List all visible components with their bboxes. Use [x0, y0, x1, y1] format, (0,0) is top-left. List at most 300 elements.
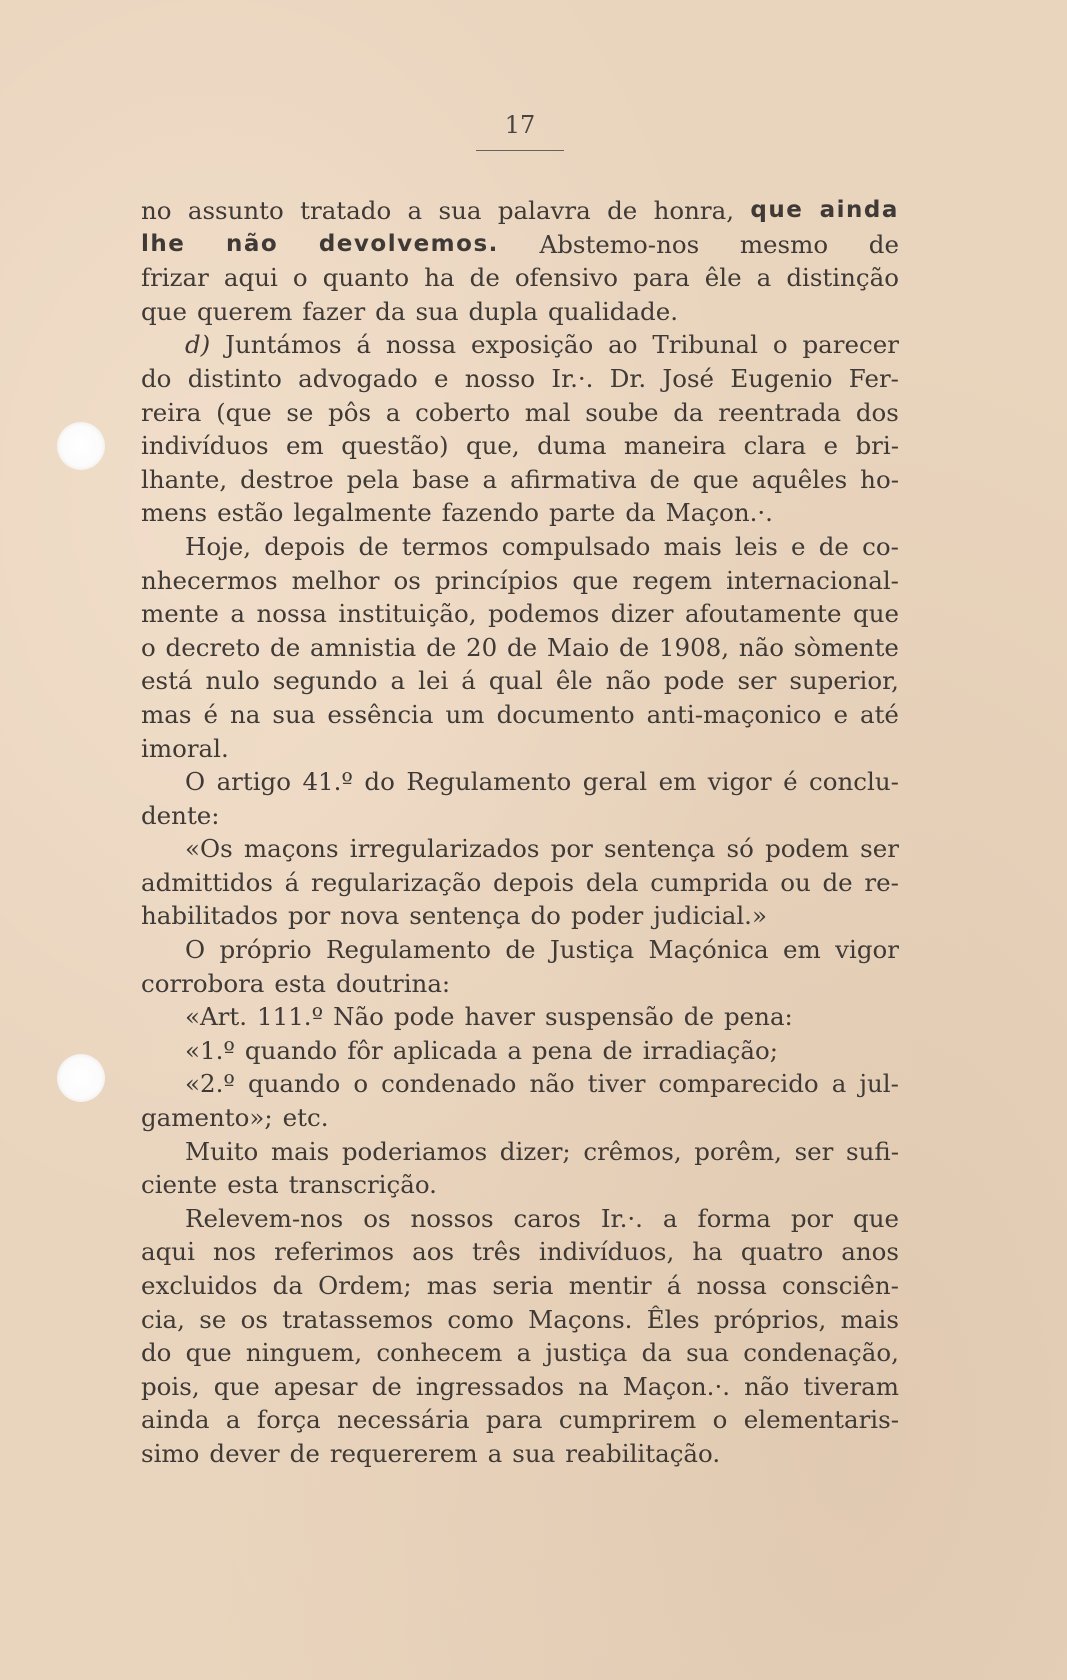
text-line: [141, 799, 899, 833]
word: que: [572, 565, 619, 595]
word: a: [507, 1035, 522, 1065]
word: fôr: [347, 1035, 383, 1065]
word: da: [641, 1338, 672, 1368]
word: 1908,: [658, 632, 730, 662]
word: soube: [585, 397, 659, 427]
word: assunto: [187, 196, 284, 225]
word: um: [445, 699, 485, 729]
word: nossos: [410, 1203, 494, 1233]
word: maneira: [623, 431, 727, 461]
word: Maçons.: [528, 1304, 633, 1334]
word: irregularizados: [349, 834, 540, 864]
text-line: [141, 1168, 899, 1202]
word: etc.: [282, 1103, 329, 1133]
word: conhecem: [376, 1338, 503, 1368]
word: vigor: [835, 935, 899, 965]
word: mens: [141, 498, 208, 528]
text-line: [141, 1135, 899, 1169]
word: a: [390, 666, 406, 696]
word: no: [141, 196, 172, 225]
word: requererem: [329, 1438, 478, 1468]
word: suspensão: [544, 1002, 674, 1032]
text-line: [141, 1303, 899, 1337]
text-line: [141, 597, 899, 631]
word: melhor: [291, 565, 380, 595]
word: de: [818, 531, 849, 561]
word: de: [868, 229, 899, 259]
word: de: [358, 531, 389, 561]
word: que: [853, 1203, 899, 1233]
text-line: [141, 1437, 899, 1471]
word: mente: [141, 599, 219, 629]
word: da: [625, 498, 656, 528]
text-line: [141, 1034, 899, 1068]
word: pena:: [723, 1002, 793, 1032]
word: Dr.: [609, 363, 647, 393]
word: mas: [426, 1271, 478, 1300]
word: crêmos,: [583, 1136, 682, 1166]
word: sua: [415, 296, 459, 326]
word: aqui: [223, 263, 278, 293]
word: O: [185, 767, 206, 797]
word: não: [605, 666, 651, 696]
word: leis: [735, 531, 778, 561]
word: Muito: [185, 1136, 259, 1166]
word: referimos: [274, 1237, 395, 1267]
word: a: [831, 1069, 847, 1099]
word: ou: [780, 867, 811, 897]
word: essência: [327, 699, 434, 729]
text-line: [141, 429, 899, 463]
word: sua: [686, 1338, 730, 1368]
word: lei: [418, 666, 449, 696]
word: lhante,: [141, 464, 228, 494]
word: e: [433, 363, 449, 393]
text-line: [141, 328, 899, 362]
word: não: [226, 230, 279, 257]
word: bri-: [855, 431, 899, 461]
word: fazendo: [441, 498, 539, 528]
word: pela: [346, 464, 400, 494]
word: apesar: [273, 1371, 358, 1401]
word: pena: [531, 1035, 593, 1065]
word: podemos: [488, 599, 600, 629]
word: dos: [855, 397, 899, 427]
word: 20: [466, 632, 498, 662]
word: do: [530, 901, 561, 931]
word: da: [375, 296, 406, 326]
word: Justiça: [549, 935, 635, 965]
word: pode: [663, 666, 725, 696]
word: por: [288, 901, 331, 931]
word: quanto: [322, 263, 410, 293]
text-line: [141, 1067, 899, 1101]
word: internacional-: [726, 565, 899, 595]
word: d): [185, 330, 211, 360]
word: Juntámos: [225, 330, 342, 360]
word: base: [412, 464, 470, 494]
text-line: [141, 463, 899, 497]
word: é: [783, 767, 798, 797]
word: co-: [862, 531, 899, 561]
word: Relevem-nos: [185, 1203, 344, 1233]
word: Maçon.·.: [622, 1371, 731, 1401]
word: quatro: [740, 1237, 824, 1267]
word: da: [673, 397, 704, 427]
word: ofensivo: [514, 263, 619, 293]
word: está: [141, 666, 193, 696]
word: querem: [196, 296, 293, 326]
text-line: [141, 1000, 899, 1034]
word: na: [578, 1371, 609, 1401]
word: 111.º: [257, 1002, 324, 1032]
word: consciên-: [781, 1271, 899, 1300]
word: a: [662, 1203, 678, 1233]
word: regularização: [311, 867, 482, 897]
word: nhecermos: [141, 565, 278, 595]
text-line: [141, 261, 899, 295]
word: de: [618, 632, 650, 662]
word: caros: [513, 1203, 581, 1233]
word: nova: [340, 901, 400, 931]
word: e: [833, 699, 848, 729]
word: forma: [697, 1203, 771, 1233]
word: mesmo: [739, 229, 829, 259]
word: princípios: [434, 565, 559, 595]
word: Ir.·.: [600, 1203, 643, 1233]
word: comparecido: [658, 1069, 819, 1099]
word: duma: [537, 431, 607, 461]
word: cia,: [141, 1304, 185, 1334]
word: a: [482, 464, 498, 494]
word: seria: [492, 1271, 554, 1300]
word: anti-maçonico: [646, 699, 822, 729]
word: habilitados: [141, 901, 279, 931]
word: jul-: [859, 1069, 899, 1099]
word: ciente: [141, 1170, 218, 1200]
word: Êles: [646, 1304, 700, 1334]
word: imoral.: [141, 733, 229, 763]
word: ainda: [819, 197, 899, 223]
word: o: [772, 330, 788, 360]
word: judicial.»: [653, 901, 767, 931]
word: de: [602, 1035, 633, 1065]
word: indivíduos: [141, 431, 269, 461]
word: Maçon.·.: [665, 498, 773, 528]
word: depois: [264, 531, 346, 561]
word: clara: [743, 431, 807, 461]
word: palavra: [497, 196, 591, 225]
word: do: [364, 767, 395, 797]
text-line: [141, 832, 899, 866]
word: qual: [488, 666, 543, 696]
word: os: [363, 1203, 391, 1233]
word: o: [353, 1069, 369, 1099]
word: á: [461, 666, 476, 696]
word: aqui: [141, 1237, 195, 1267]
word: do: [141, 363, 172, 393]
word: a: [407, 196, 423, 225]
word: Tribunal: [652, 330, 758, 360]
word: parte: [549, 498, 616, 528]
word: advogado: [298, 363, 418, 393]
word: que: [750, 197, 804, 223]
word: para: [633, 263, 690, 293]
word: em: [783, 935, 821, 965]
word: Fer-: [848, 363, 899, 393]
word: frizar: [141, 263, 209, 293]
word: exposição: [471, 330, 594, 360]
word: Regulamento: [406, 767, 572, 797]
word: cumprida: [650, 867, 769, 897]
word: de: [822, 867, 853, 897]
text-line: [141, 1101, 899, 1135]
word: para: [485, 1405, 543, 1435]
text-line: [141, 765, 899, 799]
word: os: [240, 1304, 268, 1334]
word: sentença: [604, 834, 716, 864]
word: dela: [585, 867, 639, 897]
word: de: [289, 1438, 320, 1468]
word: sufi-: [846, 1136, 899, 1166]
word: de: [371, 1371, 402, 1401]
text-line: [141, 1336, 899, 1370]
word: se: [286, 397, 314, 427]
word: admittidos: [141, 867, 273, 897]
word: re-: [864, 867, 899, 897]
word: Ir.·.: [551, 363, 594, 393]
word: na: [229, 699, 261, 729]
word: porêm,: [694, 1136, 782, 1166]
word: distinto: [187, 363, 282, 393]
word: sua: [438, 196, 482, 225]
word: aos: [412, 1237, 455, 1267]
word: irradiação;: [642, 1035, 779, 1065]
word: próprio: [219, 935, 312, 965]
word: sentença: [409, 901, 521, 931]
word: aquêles: [751, 464, 848, 494]
word: ser: [737, 666, 777, 696]
word: e: [791, 531, 806, 561]
word: o: [292, 263, 308, 293]
word: a: [385, 397, 401, 427]
word: nossa: [256, 599, 327, 629]
text-line: [141, 564, 899, 598]
word: tiveram: [803, 1371, 899, 1401]
word: Ordem;: [318, 1271, 412, 1300]
word: de: [506, 632, 538, 662]
word: é: [203, 699, 218, 729]
text-line: [141, 228, 899, 262]
word: quando: [244, 1035, 338, 1065]
word: sua: [512, 1438, 556, 1468]
word: 41.º: [302, 767, 353, 797]
word: condenado: [381, 1069, 517, 1099]
word: dever: [209, 1438, 280, 1468]
word: em: [658, 767, 697, 797]
word: não: [744, 1371, 790, 1401]
word: por: [790, 1203, 834, 1233]
word: ser: [860, 834, 899, 864]
word: Não: [333, 1002, 384, 1032]
word: pois,: [141, 1371, 200, 1401]
word: e: [823, 431, 839, 461]
word: sòmente: [793, 632, 899, 662]
word: transcrição.: [288, 1170, 437, 1200]
word: afoutamente: [684, 599, 842, 629]
word: «1.º: [185, 1035, 235, 1065]
word: á: [666, 1271, 682, 1300]
text-line: [141, 1202, 899, 1236]
word: ninguem,: [245, 1338, 363, 1368]
word: de: [649, 464, 680, 494]
word: a: [516, 1338, 532, 1368]
word: reira: [141, 397, 202, 427]
text-line: [141, 1269, 899, 1303]
text-line: [141, 732, 899, 766]
word: até: [859, 699, 899, 729]
word: de: [469, 263, 500, 293]
word: a: [756, 263, 772, 293]
word: justiça: [545, 1338, 628, 1368]
word: Regulamento: [326, 935, 491, 965]
word: regem: [632, 565, 713, 595]
word: pode: [393, 1002, 455, 1032]
word: ha: [424, 263, 455, 293]
word: simo: [141, 1438, 200, 1468]
word: de: [505, 935, 536, 965]
text-line: [141, 698, 899, 732]
word: conclu-: [809, 767, 899, 797]
word: mentir: [568, 1271, 652, 1300]
word: próprios,: [713, 1304, 827, 1334]
word: excluidos: [141, 1271, 258, 1300]
text-line: [141, 362, 899, 396]
word: á: [356, 330, 371, 360]
word: «Art.: [185, 1002, 248, 1032]
word: Maçónica: [648, 935, 769, 965]
word: pôs: [328, 397, 372, 427]
word: vigor: [707, 767, 772, 797]
word: segundo: [272, 666, 378, 696]
word: amnistia: [309, 632, 417, 662]
word: condenação,: [743, 1338, 899, 1368]
word: á: [284, 867, 300, 897]
word: cumprirem: [558, 1405, 697, 1435]
word: doutrina:: [335, 968, 451, 998]
word: quando: [247, 1069, 341, 1099]
word: que,: [465, 431, 520, 461]
word: ha: [692, 1237, 723, 1267]
word: nosso: [464, 363, 536, 393]
word: documento: [496, 699, 635, 729]
word: tratado: [300, 196, 392, 225]
word: não: [738, 632, 784, 662]
word: que: [213, 1371, 260, 1401]
body-text: [141, 194, 899, 1471]
word: êle: [704, 263, 742, 293]
word: êle: [555, 666, 593, 696]
text-line: [141, 933, 899, 967]
word: dizer: [610, 599, 674, 629]
word: ingressados: [415, 1371, 565, 1401]
word: corrobora: [141, 968, 265, 998]
word: a: [230, 599, 245, 629]
text-line: [141, 866, 899, 900]
binder-hole-top: [57, 422, 105, 470]
word: do: [141, 1338, 172, 1368]
word: destroe: [240, 464, 334, 494]
word: os: [393, 565, 421, 595]
word: dente:: [141, 800, 220, 830]
word: maçons: [243, 834, 339, 864]
word: reabilitação.: [565, 1438, 721, 1468]
word: nos: [212, 1237, 257, 1267]
word: geral: [582, 767, 648, 797]
word: anos: [841, 1237, 899, 1267]
word: nossa: [696, 1271, 767, 1300]
word: mais: [270, 1136, 330, 1166]
word: poderiamos: [341, 1136, 488, 1166]
word: tiver: [587, 1069, 646, 1099]
word: esta: [274, 968, 326, 998]
word: Maio: [546, 632, 610, 662]
word: podem: [765, 834, 849, 864]
text-line: [141, 899, 899, 933]
word: aplicada: [392, 1035, 498, 1065]
word: se: [199, 1304, 227, 1334]
word: afirmativa: [510, 464, 637, 494]
word: legalmente: [293, 498, 432, 528]
text-line: [141, 631, 899, 665]
word: O: [185, 935, 206, 965]
page-number: 17: [504, 111, 536, 139]
text-line: [141, 496, 899, 530]
text-line: [141, 1403, 899, 1437]
word: tratassemos: [282, 1304, 434, 1334]
word: de: [270, 632, 301, 662]
word: de: [607, 196, 638, 225]
word: questão): [341, 431, 449, 461]
word: Eugenio: [730, 363, 833, 393]
word: ao: [608, 330, 638, 360]
text-line: [141, 1370, 899, 1404]
word: ser: [794, 1136, 834, 1166]
word: em: [286, 431, 324, 461]
word: indivíduos,: [538, 1237, 675, 1267]
word: fazer: [302, 296, 366, 326]
word: coberto: [415, 397, 511, 427]
word: devolvemos.: [318, 230, 499, 257]
word: mais: [840, 1304, 899, 1334]
page-number-rule: [476, 150, 564, 151]
word: parecer: [802, 330, 899, 360]
word: sua: [272, 699, 316, 729]
word: «Os: [185, 834, 233, 864]
text-line: [141, 530, 899, 564]
word: mais: [663, 531, 722, 561]
word: depois: [493, 867, 575, 897]
word: «2.º: [185, 1069, 235, 1099]
word: por: [550, 834, 593, 864]
word: o: [141, 632, 156, 662]
word: lhe: [141, 230, 186, 257]
word: da: [272, 1271, 303, 1300]
word: reentrada: [718, 397, 842, 427]
word: a: [225, 1405, 241, 1435]
word: que: [141, 296, 187, 326]
word: que: [853, 599, 899, 629]
